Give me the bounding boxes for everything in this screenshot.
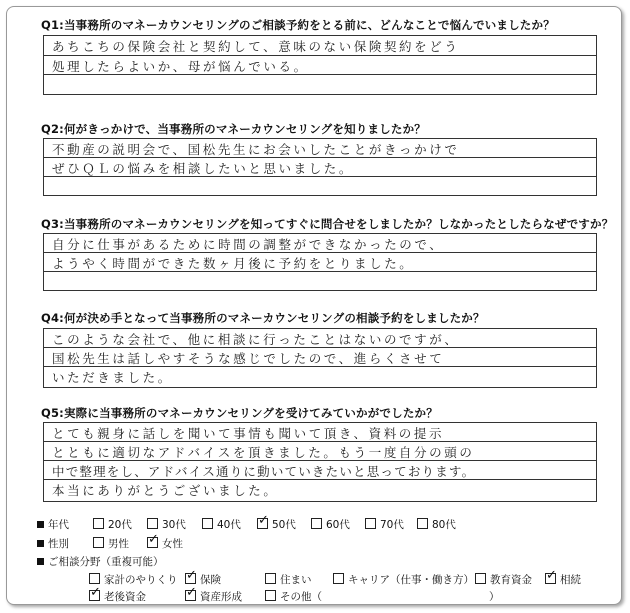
age-option-20[interactable]: 20代 xyxy=(93,517,132,532)
age-option-30[interactable]: 30代 xyxy=(147,517,186,532)
handwritten-text: 不動産の説明会で、国松先生にお会いしたことがきっかけで xyxy=(52,142,460,157)
age-option-50[interactable]: ✓ 50代 xyxy=(257,517,296,532)
checkbox-checked[interactable] xyxy=(545,573,556,584)
age-option-60[interactable]: 60代 xyxy=(311,517,350,532)
survey-sheet xyxy=(6,6,622,605)
handwritten-text: 処理したらよいか、母が悩んでいる。 xyxy=(52,59,309,74)
handwritten-text: ぜひＱＬの悩みを相談したいと思いました。 xyxy=(52,161,355,176)
handwritten-text: とともに適切なアドバイスを頂きました。もう一度自分の頭の xyxy=(52,445,475,460)
age-option-70[interactable]: 70代 xyxy=(365,517,404,532)
q2-answer-box xyxy=(43,138,597,196)
checkbox[interactable] xyxy=(89,573,100,584)
q1-answer-box xyxy=(43,35,597,95)
checkbox[interactable] xyxy=(265,590,276,601)
handwritten-text: 本当にありがとうございました。 xyxy=(52,483,279,498)
checkbox[interactable] xyxy=(475,573,486,584)
field-option-other[interactable]: その他（ xyxy=(265,589,322,604)
checkbox-checked[interactable] xyxy=(147,537,158,548)
answer-line xyxy=(44,177,596,195)
answer-line xyxy=(44,253,596,272)
q5-title: Q5:実際に当事務所のマネーカウンセリングを受けてみていかがでしたか？ xyxy=(41,406,438,420)
checkbox[interactable] xyxy=(202,518,213,529)
handwritten-text: とても親身に話しを聞いて事情も聞いて頂き、資料の提示 xyxy=(52,426,445,441)
field-option-education[interactable]: 教育資金 xyxy=(475,572,532,587)
answer-line xyxy=(44,461,596,480)
handwritten-text: このような会社で、他に相談に行ったことはないのですが、 xyxy=(52,332,460,347)
q5-answer-box xyxy=(43,422,597,502)
field-option-insurance[interactable]: ✓ 保険 xyxy=(185,572,221,587)
handwritten-text: 自分に仕事があるために時間の調整ができなかったので、 xyxy=(52,237,445,252)
checkbox-checked[interactable] xyxy=(185,573,196,584)
answer-line xyxy=(44,234,596,253)
handwritten-text: あちこちの保険会社と契約して、意味のない保険契約をどう xyxy=(52,39,460,54)
checkbox-checked[interactable] xyxy=(185,590,196,601)
field-option-household[interactable]: 家計のやりくり xyxy=(89,572,178,587)
answer-line xyxy=(44,329,596,348)
checkbox[interactable] xyxy=(311,518,322,529)
checkbox[interactable] xyxy=(333,573,344,584)
checkbox[interactable] xyxy=(365,518,376,529)
answer-line xyxy=(44,75,596,93)
bullet-icon xyxy=(37,540,44,547)
age-option-40[interactable]: 40代 xyxy=(202,517,241,532)
answer-line xyxy=(44,480,596,498)
field-option-career[interactable]: キャリア（仕事・働き方） xyxy=(333,572,474,587)
answer-line xyxy=(44,423,596,442)
checkbox[interactable] xyxy=(93,537,104,548)
answer-line xyxy=(44,367,596,385)
checkbox-checked[interactable] xyxy=(257,518,268,529)
q3-answer-box xyxy=(43,233,597,291)
bullet-icon xyxy=(37,558,44,565)
field-option-inheritance[interactable]: ✓ 相続 xyxy=(545,572,581,587)
q3-title: Q3:当事務所のマネーカウンセリングを知ってすぐに問合せをしましたか？しなかったとしたらなぜですか？ xyxy=(41,217,614,231)
gender-label: 性別 xyxy=(37,536,69,551)
answer-line xyxy=(44,442,596,461)
checkbox[interactable] xyxy=(147,518,158,529)
handwritten-text: いただきました。 xyxy=(52,370,173,385)
q4-answer-box xyxy=(43,328,597,388)
answer-line xyxy=(44,36,596,56)
field-option-assets[interactable]: ✓ 資産形成 xyxy=(185,589,242,604)
answer-line xyxy=(44,272,596,290)
answer-line xyxy=(44,158,596,177)
handwritten-text: 中で整理をし、アドバイス通りに動いていきたいと思っております。 xyxy=(52,464,476,479)
age-label: 年代 xyxy=(37,517,69,532)
q4-title: Q4:何が決め手となって当事務所のマネーカウンセリングの相談予約をしましたか？ xyxy=(41,311,485,325)
handwritten-text: 国松先生は話しやすそうな感じでしたので、進らくさせて xyxy=(52,351,445,366)
age-option-80[interactable]: 80代 xyxy=(417,517,456,532)
q1-title: Q1:当事務所のマネーカウンセリングのご相談予約をとる前に、どんなことで悩んでいましたか？ xyxy=(41,18,555,32)
gender-option-female[interactable]: ✓ 女性 xyxy=(147,536,183,551)
checkbox[interactable] xyxy=(93,518,104,529)
field-option-retirement[interactable]: ✓老後資金 xyxy=(89,589,146,604)
checkbox-checked[interactable] xyxy=(89,590,100,601)
bullet-icon xyxy=(37,521,44,528)
answer-line xyxy=(44,348,596,367)
answer-line xyxy=(44,56,596,75)
fields-label: ご相談分野（重複可能） xyxy=(37,554,164,569)
answer-line xyxy=(44,139,596,158)
field-option-housing[interactable]: 住まい xyxy=(265,572,312,587)
q2-title: Q2:何がきっかけで、当事務所のマネーカウンセリングを知りましたか？ xyxy=(41,122,426,136)
gender-option-male[interactable]: 男性 xyxy=(93,536,129,551)
handwritten-text: ようやく時間ができた数ヶ月後に予約をとりました。 xyxy=(52,256,415,271)
checkbox[interactable] xyxy=(265,573,276,584)
checkbox[interactable] xyxy=(417,518,428,529)
field-other-close: ） xyxy=(489,591,500,603)
